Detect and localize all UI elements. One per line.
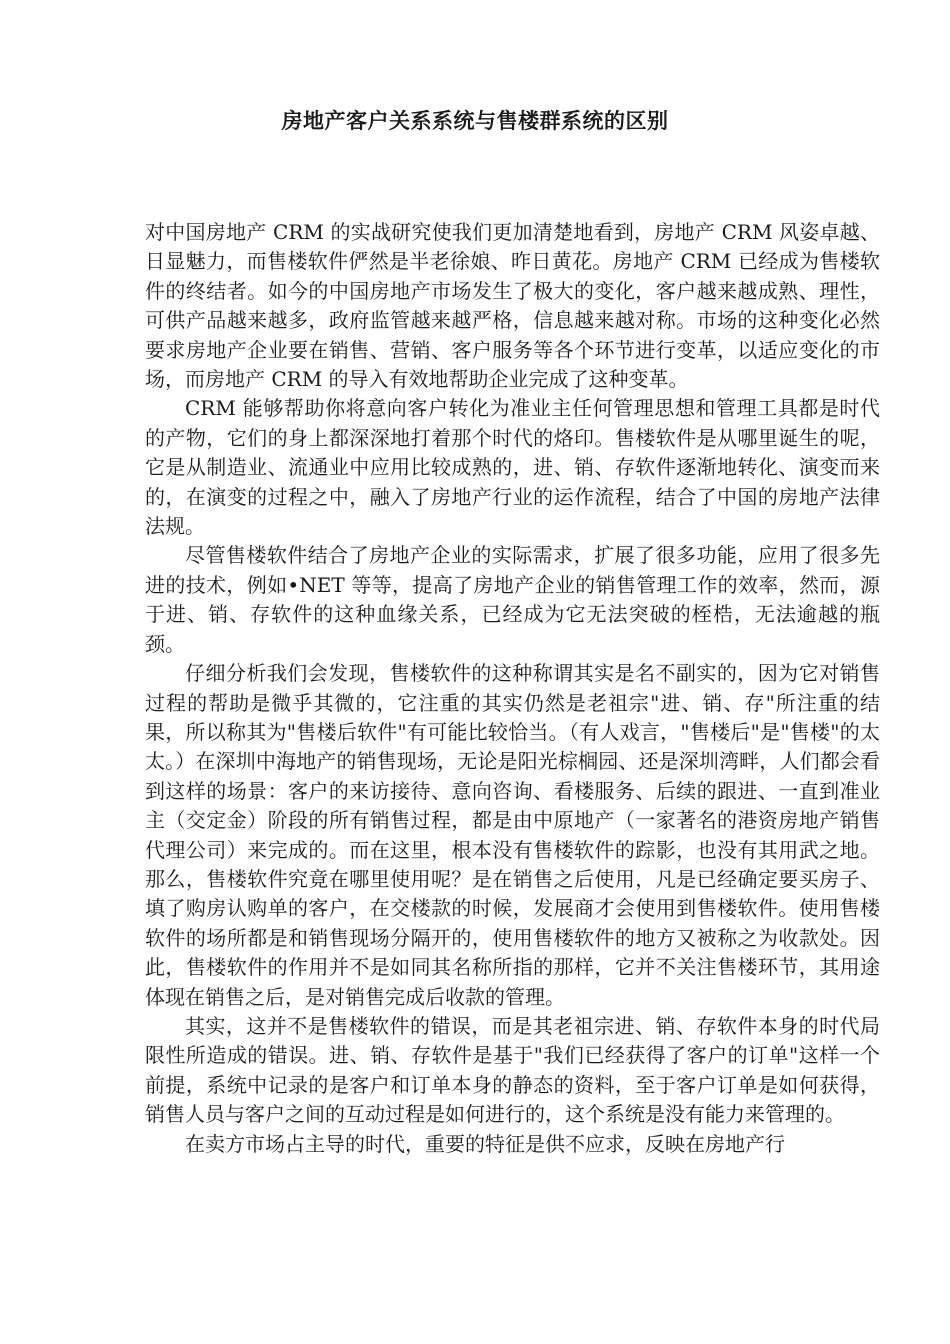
document-title: 房地产客户关系系统与售楼群系统的区别 xyxy=(281,109,669,133)
paragraph-era-limits: 其实，这并不是售楼软件的错误，而是其老祖宗进、销、存软件本身的时代局限性所造成的错误。进、销、存软件是基于"我们已经获得了客户的订单"这样一个前提，系统中记录的是客户和订单本身的静态的资料，至于客户订单是如何获得，销售人员与客户之间的互动过程是如何进行的，这个系统是没有能力来管理的。 xyxy=(145,1013,880,1127)
paragraph-intro: 对中国房地产 CRM 的实战研究使我们更加清楚地看到，房地产 CRM 风姿卓越、日显魅力，而售楼软件俨然是半老徐娘、昨日黄花。房地产 CRM 已经成为售楼软件的终结者。如今的中国房地产市场发生了极大的变化，客户越来越成熟、理性，可供产品越来越多，政府监管越来越严格，信息越来越对称。市场的这种变化必然要求房地产企业要在销售、营销、客户服务等各个环节进行变革，以适应变化的市场，而房地产 CRM 的导入有效地帮助企业完成了这种变革。 xyxy=(145,220,880,392)
paragraph-software-limits: 尽管售楼软件结合了房地产企业的实际需求，扩展了很多功能，应用了很多先进的技术，例如•NET 等等，提高了房地产企业的销售管理工作的效率，然而，源于进、销、存软件的这种血缘关系，已经成为它无法突破的桎梏，无法逾越的瓶颈。 xyxy=(145,543,880,656)
document-body xyxy=(145,218,880,1159)
paragraph-sellers-market: 在卖方市场占主导的时代，重要的特征是供不应求，反映在房地产行 xyxy=(185,1131,785,1156)
paragraph-analysis: 仔细分析我们会发现，售楼软件的这种称谓其实是名不副实的，因为它对销售过程的帮助是微乎其微的，它注重的其实仍然是老祖宗"进、销、存"所注重的结果，所以称其为"售楼后软件"有可能比较恰当。（有人戏言，"售楼后"是"售楼"的太太。）在深圳中海地产的销售现场，无论是阳光棕榈园、还是深圳湾畔，人们都会看到这样的场景：客户的来访接待、意向咨询、看楼服务、后续的跟进、一直到准业主（交定金）阶段的所有销售过程，都是由中原地产（一家著名的港资房地产销售代理公司）来完成的。而在这里，根本没有售楼软件的踪影，也没有其用武之地。那么，售楼软件究竟在哪里使用呢？是在销售之后使用，凡是已经确定要买房子、填了购房认购单的客户，在交楼款的时候，发展商才会使用到售楼软件。使用售楼软件的场所都是和销售现场分隔开的，使用售楼软件的地方又被称之为收款处。因此，售楼软件的作用并不是如同其名称所指的那样，它并不关注售楼环节，其用途体现在销售之后，是对销售完成后收款的管理。 xyxy=(145,661,880,1009)
paragraph-crm-origin: CRM 能够帮助你将意向客户转化为准业主任何管理思想和管理工具都是时代的产物，它们的身上都深深地打着那个时代的烙印。售楼软件是从哪里诞生的呢，它是从制造业、流通业中应用比较成熟的，进、销、存软件逐渐地转化、演变而来的，在演变的过程之中，融入了房地产行业的运作流程，结合了中国的房地产法律法规。 xyxy=(145,396,880,539)
